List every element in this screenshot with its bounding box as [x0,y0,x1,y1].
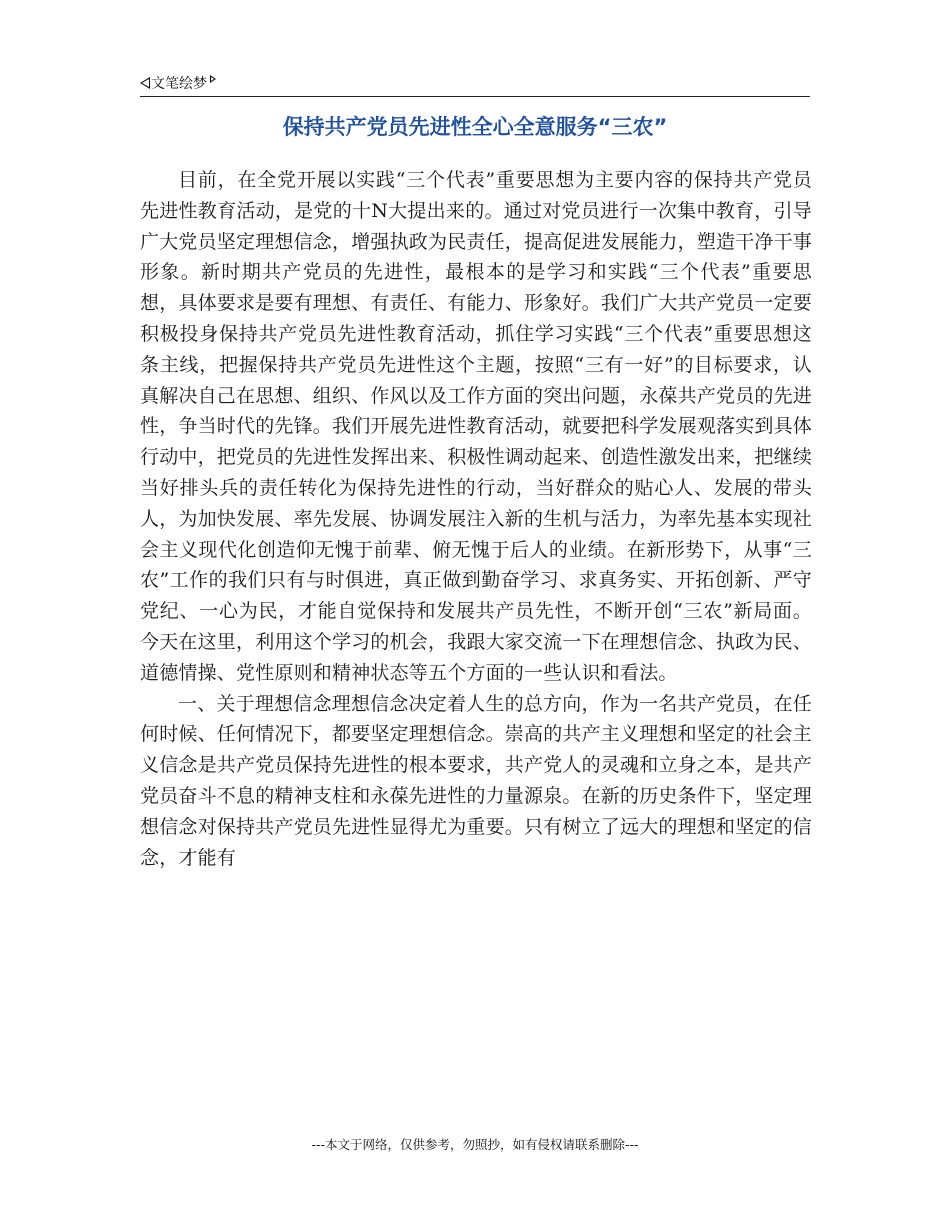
footer-disclaimer: ---本文于网络，仅供参考，勿照抄，如有侵权请联系删除--- [311,1137,639,1152]
paragraph-intro: 目前，在全党开展以实践“三个代表”重要思想为主要内容的保持共产党员先进性教育活动，是党的十N大提出来的。通过对党员进行一次集中教育，引导广大党员坚定理想信念，增强执政为民责任，提高促进发展能力，塑造干净干事形象。新时期共产党员的先进性，最根本的是学习和实践“三个代表”重要思想，具体要求是要有理想、有责任、有能力、形象好。我们广大共产党员一定要积极投身保持共产党员先进性教育活动，抓住学习实践“三个代表”重要思想这条主线，把握保持共产党员先进性这个主题，按照“三有一好”的目标要求，认真解决自己在思想、组织、作风以及工作方面的突出问题，永葆共产党员的先进性，争当时代的先锋。我们开展先进性教育活动，就要把科学发展观落实到具体行动中，把党员的先进性发挥出来、积极性调动起来、创造性激发出来，把继续当好排头兵的责任转化为保持先进性的行动，当好群众的贴心人、发展的带头人，为加快发展、率先发展、协调发展注入新的生机与活力，为率先基本实现社会主义现代化创造仰无愧于前辈、俯无愧于后人的业绩。在新形势下，从事“三农”工作的我们只有与时俱进，真正做到勤奋学习、求真务实、开拓创新、严守党纪、一心为民，才能自觉保持和发展共产员先性，不断开创“三农”新局面。今天在这里，利用这个学习的机会，我跟大家交流一下在理想信念、执政为民、道德情操、党性原则和精神状态等五个方面的一些认识和看法。 [140,169,813,684]
document-title: 保持共产党员先进性全心全意服务“三农” [282,115,668,139]
document-body [140,165,812,873]
paragraph-section-one: 一、关于理想信念理想信念决定着人生的总方向，作为一名共产党员，在任何时候、任何情况下，都要坚定理想信念。崇高的共产主义理想和坚定的社会主义信念是共产党员保持先进性的根本要求，共产党人的灵魂和立身之本，是共产党员奋斗不息的精神支柱和永葆先进性的力量源泉。在新的历史条件下，坚定理想信念对保持共产党员先进性显得尤为重要。只有树立了远大的理想和坚定的信念，才能有 [140,692,813,869]
brand-name: 文笔绘梦 [151,76,207,92]
header-brand [140,74,216,94]
triangle-right-icon [210,75,216,83]
triangle-left-icon [140,77,150,89]
page-header [140,74,810,97]
